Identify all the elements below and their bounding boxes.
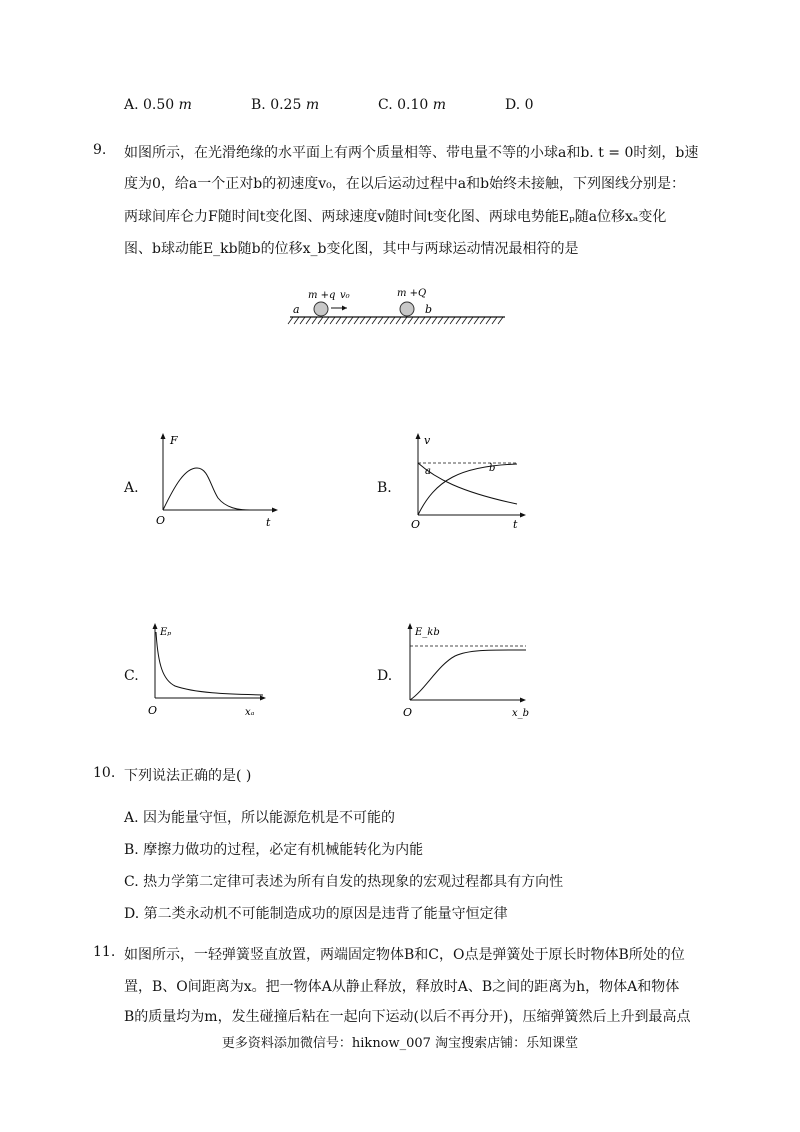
q8-option-d: D. 0	[505, 97, 534, 113]
page-footer: 更多资料添加微信号：hiknow_007 淘宝搜索店铺：乐知课堂	[221, 1036, 579, 1051]
graph-c-label: C.	[124, 668, 139, 684]
hatch-stroke	[360, 317, 365, 324]
hatch-stroke	[456, 317, 461, 324]
graph-a-y-arrow	[161, 433, 166, 439]
hatch-stroke	[396, 317, 401, 324]
graph-b-x-arrow	[520, 513, 526, 518]
graph-c-x-label: xₐ	[245, 707, 255, 718]
hatch-stroke	[336, 317, 341, 324]
graph-d-origin: O	[403, 706, 413, 719]
hatch-stroke	[342, 317, 347, 324]
graph-d	[400, 620, 535, 720]
ball-b-charge-label: m +Q	[397, 288, 427, 299]
hatch-stroke	[300, 317, 305, 324]
hatch-stroke	[420, 317, 425, 324]
q9-line-3: 两球间库仑力F随时间t变化图、两球速度v随时间t变化图、两球电势能Eₚ随a位移xₐ变化	[124, 209, 667, 225]
ball-a-charge-label: m +q	[308, 290, 336, 301]
ball-a	[314, 302, 328, 316]
hatch-stroke	[288, 317, 293, 324]
graph-c-origin: O	[148, 704, 158, 717]
graph-d-y-arrow	[408, 623, 413, 629]
q11-line-3: B的质量均为m，发生碰撞后粘在一起向下运动(以后不再分开)，压缩弹簧然后上升到最高点	[124, 1009, 691, 1025]
graph-b-label: B.	[377, 480, 392, 496]
q10-stem: 下列说法正确的是( )	[124, 768, 252, 784]
q10-option-d: D. 第二类永动机不可能制造成功的原因是违背了能量守恒定律	[124, 906, 508, 922]
graph-a-x-label: t	[266, 516, 271, 529]
graph-c-x-arrow	[260, 696, 266, 701]
graph-d-kinetic-curve	[410, 650, 526, 700]
graph-b-curve-a	[418, 463, 517, 504]
hatch-stroke	[390, 317, 395, 324]
hatch-stroke	[324, 317, 329, 324]
q11-line-1: 如图所示，一轻弹簧竖直放置，两端固定物体B和C，O点是弹簧处于原长时物体B所处的位	[124, 947, 685, 963]
graph-d-label: D.	[377, 668, 393, 684]
hatch-stroke	[408, 317, 413, 324]
hatch-stroke	[330, 317, 335, 324]
hatch-stroke	[306, 317, 311, 324]
q8-option-a: A. 0.50 m	[124, 97, 192, 113]
q10-option-b: B. 摩擦力做功的过程，必定有机械能转化为内能	[124, 842, 424, 858]
hatch-stroke	[384, 317, 389, 324]
graph-c-y-arrow	[153, 623, 158, 629]
q9-number: 9.	[93, 142, 107, 158]
q9-line-2: 度为0，给a一个正对b的初速度v₀，在以后运动过程中a和b始终未接触，下列图线分别是：	[124, 176, 686, 192]
q11-line-2: 置，B、O间距离为x。把一物体A从静止释放，释放时A、B之间的距离为h，物体A和物体	[124, 979, 680, 995]
hatch-stroke	[426, 317, 431, 324]
hatch-stroke	[444, 317, 449, 324]
hatch-stroke	[498, 317, 503, 324]
ball-b-label: b	[425, 303, 433, 316]
graph-a	[150, 430, 290, 530]
q10-option-c: C. 热力学第二定律可表述为所有自发的热现象的宏观过程都具有方向性	[124, 874, 564, 890]
graph-b	[405, 430, 535, 530]
hatch-stroke	[354, 317, 359, 324]
hatch-stroke	[318, 317, 323, 324]
hatch-stroke	[402, 317, 407, 324]
graph-b-curve-a-label: a	[425, 466, 431, 477]
graph-c	[145, 620, 275, 720]
graph-a-force-curve	[163, 468, 250, 510]
q11-number: 11.	[93, 944, 116, 960]
velocity-arrow-head	[342, 306, 347, 311]
hatch-stroke	[438, 317, 443, 324]
q9-line-1: 如图所示，在光滑绝缘的水平面上有两个质量相等、带电量不等的小球a和b. t = 0时刻，b速	[124, 145, 699, 161]
ground-hatching	[288, 317, 503, 324]
q9-setup-figure	[285, 280, 510, 330]
graph-b-y-label: v	[424, 434, 431, 447]
graph-a-y-label: F	[170, 434, 178, 447]
graph-b-curve-b-label: b	[489, 463, 496, 474]
hatch-stroke	[378, 317, 383, 324]
graph-b-x-label: t	[513, 518, 518, 530]
hatch-stroke	[348, 317, 353, 324]
hatch-stroke	[366, 317, 371, 324]
graph-a-label: A.	[124, 480, 139, 496]
velocity-label: v₀	[340, 290, 350, 301]
hatch-stroke	[372, 317, 377, 324]
graph-b-y-arrow	[416, 433, 421, 439]
q10-option-a: A. 因为能量守恒，所以能源危机是不可能的	[124, 810, 396, 826]
hatch-stroke	[468, 317, 473, 324]
hatch-stroke	[294, 317, 299, 324]
hatch-stroke	[450, 317, 455, 324]
hatch-stroke	[480, 317, 485, 324]
hatch-stroke	[312, 317, 317, 324]
q8-option-c: C. 0.10 m	[378, 97, 447, 113]
hatch-stroke	[486, 317, 491, 324]
graph-d-x-arrow	[520, 698, 526, 703]
graph-d-x-label: x_b	[512, 708, 530, 719]
hatch-stroke	[414, 317, 419, 324]
q9-line-4: 图、b球动能E_kb随b的位移x_b变化图，其中与两球运动情况最相符的是	[124, 241, 579, 257]
graph-a-x-arrow	[272, 508, 278, 513]
ball-b	[400, 302, 414, 316]
graph-b-origin: O	[411, 518, 421, 530]
hatch-stroke	[432, 317, 437, 324]
graph-a-origin: O	[156, 514, 166, 527]
hatch-stroke	[492, 317, 497, 324]
ball-a-label: a	[293, 303, 300, 316]
hatch-stroke	[462, 317, 467, 324]
graph-c-y-label: Eₚ	[160, 627, 172, 638]
graph-b-curve-b	[418, 464, 517, 515]
hatch-stroke	[474, 317, 479, 324]
q10-number: 10.	[93, 765, 116, 781]
graph-d-y-label: E_kb	[415, 627, 440, 638]
q8-option-b: B. 0.25 m	[251, 97, 320, 113]
graph-c-energy-curve	[156, 632, 263, 695]
